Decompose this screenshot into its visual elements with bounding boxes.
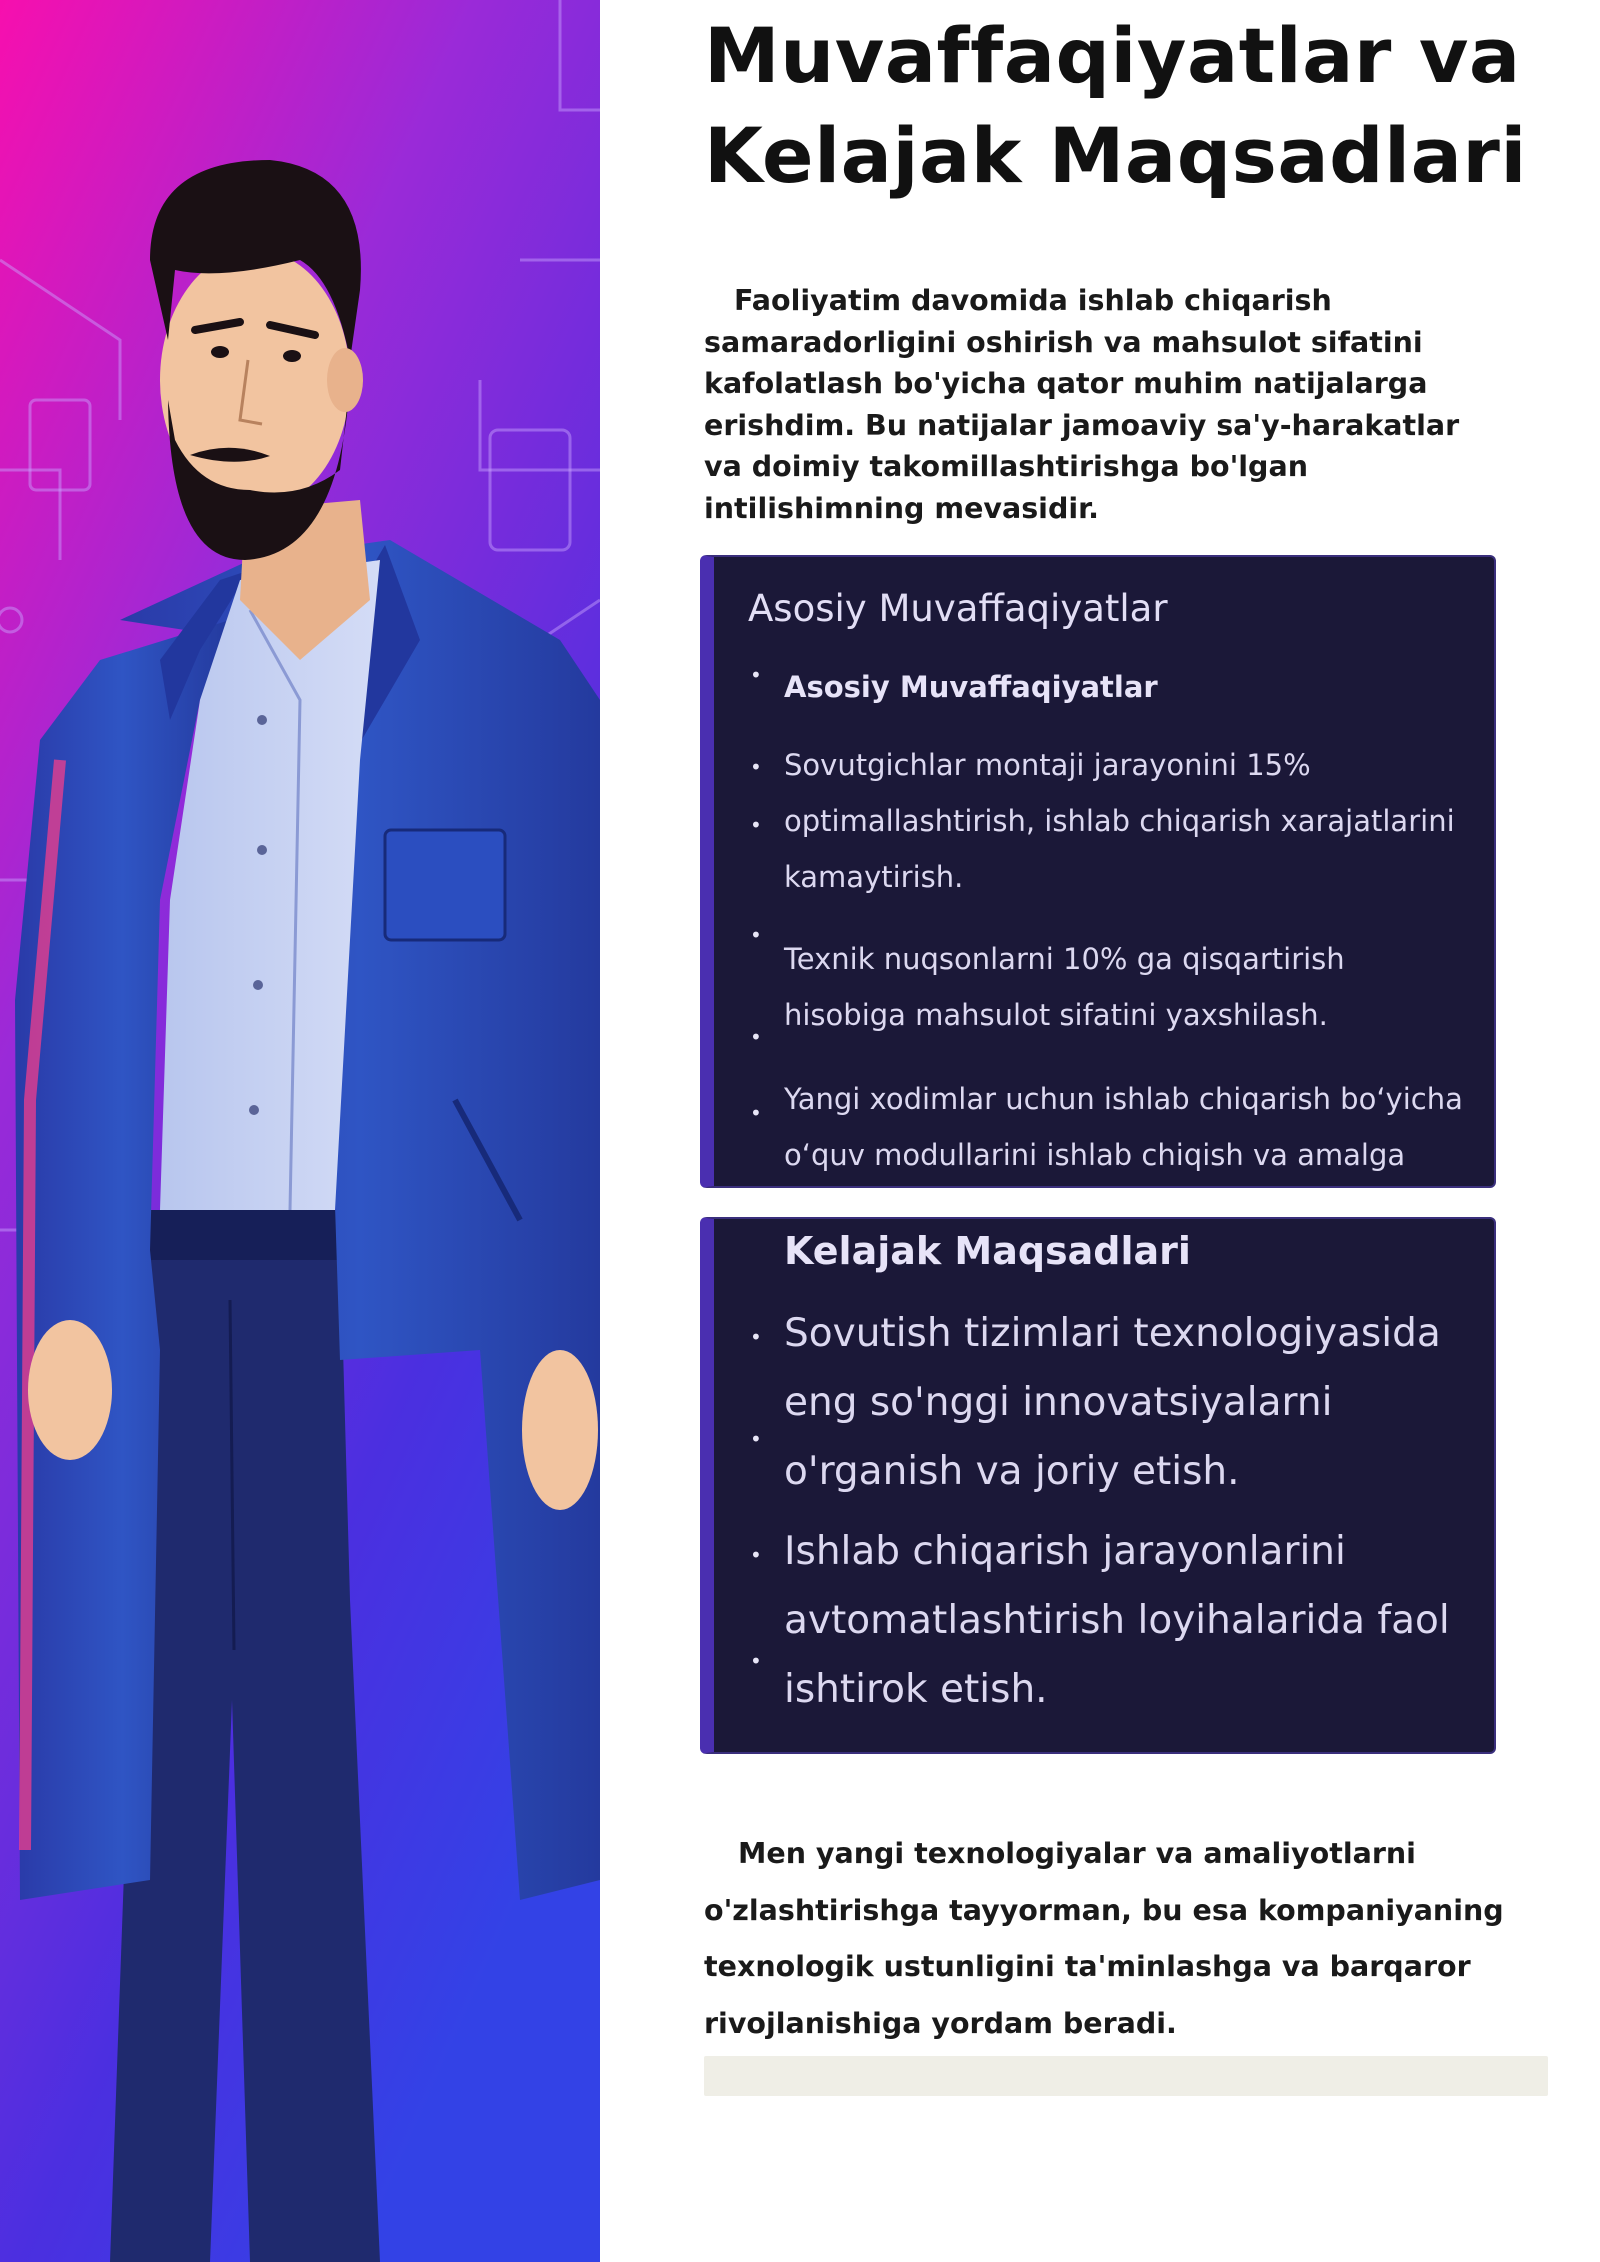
bullet-icon: • xyxy=(750,1427,762,1451)
achievement-item: Sovutgichlar montaji jarayonini 15% optimallashtirish, ishlab chiqarish xarajatlarini kamaytirish. xyxy=(784,748,1455,894)
goals-heading: Kelajak Maqsadlari xyxy=(784,1229,1191,1273)
bullet-icon: • xyxy=(750,1101,762,1125)
bullet-icon: • xyxy=(750,1543,762,1567)
bullet-icon: • xyxy=(750,813,762,837)
goal-item: Sovutish tizimlari texnologiyasida eng so'nggi innovatsiyalarni o'rganish va joriy etish. xyxy=(784,1311,1441,1494)
achievement-item: Asosiy Muvaffaqiyatlar xyxy=(784,670,1158,704)
main-content xyxy=(600,0,1600,2262)
hero-illustration xyxy=(0,0,600,2262)
achievements-heading: Asosiy Muvaffaqiyatlar xyxy=(748,587,1168,630)
goals-card xyxy=(700,1217,1496,1754)
bullet-icon: • xyxy=(750,663,762,687)
bullet-icon: • xyxy=(750,755,762,779)
goal-item: Ishlab chiqarish jarayonlarini avtomatlashtirish loyihalarida faol ishtirok etish. xyxy=(784,1529,1450,1712)
achievement-item: Yangi xodimlar uchun ishlab chiqarish bo‘yicha o‘quv modullarini ishlab chiqish va amalga xyxy=(784,1082,1463,1172)
closing-paragraph: Men yangi texnologiyalar va amaliyotlarni o'zlashtirishga tayyorman, bu esa kompaniyaning texnologik ustunligini ta'minlashga va barqaror rivojlanishiga yordam beradi. xyxy=(704,1837,1504,2040)
bullet-icon: • xyxy=(750,1325,762,1349)
achievements-card xyxy=(700,555,1496,1188)
achievement-item: Texnik nuqsonlarni 10% ga qisqartirish hisobiga mahsulot sifatini yaxshilash. xyxy=(784,942,1345,1032)
footer-bar xyxy=(704,2056,1548,2096)
bullet-icon: • xyxy=(750,1649,762,1673)
bullet-icon: • xyxy=(750,923,762,947)
bullet-icon: • xyxy=(750,1025,762,1049)
page-title: Muvaffaqiyatlar va Kelajak Maqsadlari xyxy=(704,11,1527,200)
intro-paragraph: Faoliyatim davomida ishlab chiqarish samaradorligini oshirish va mahsulot sifatini kafolatlash bo'yicha qator muhim natijalarga erishdim. Bu natijalar jamoaviy sa'y-harakatlar va doimiy takomillashtirishga bo'lgan intilishimning mevasidir. xyxy=(704,284,1460,525)
